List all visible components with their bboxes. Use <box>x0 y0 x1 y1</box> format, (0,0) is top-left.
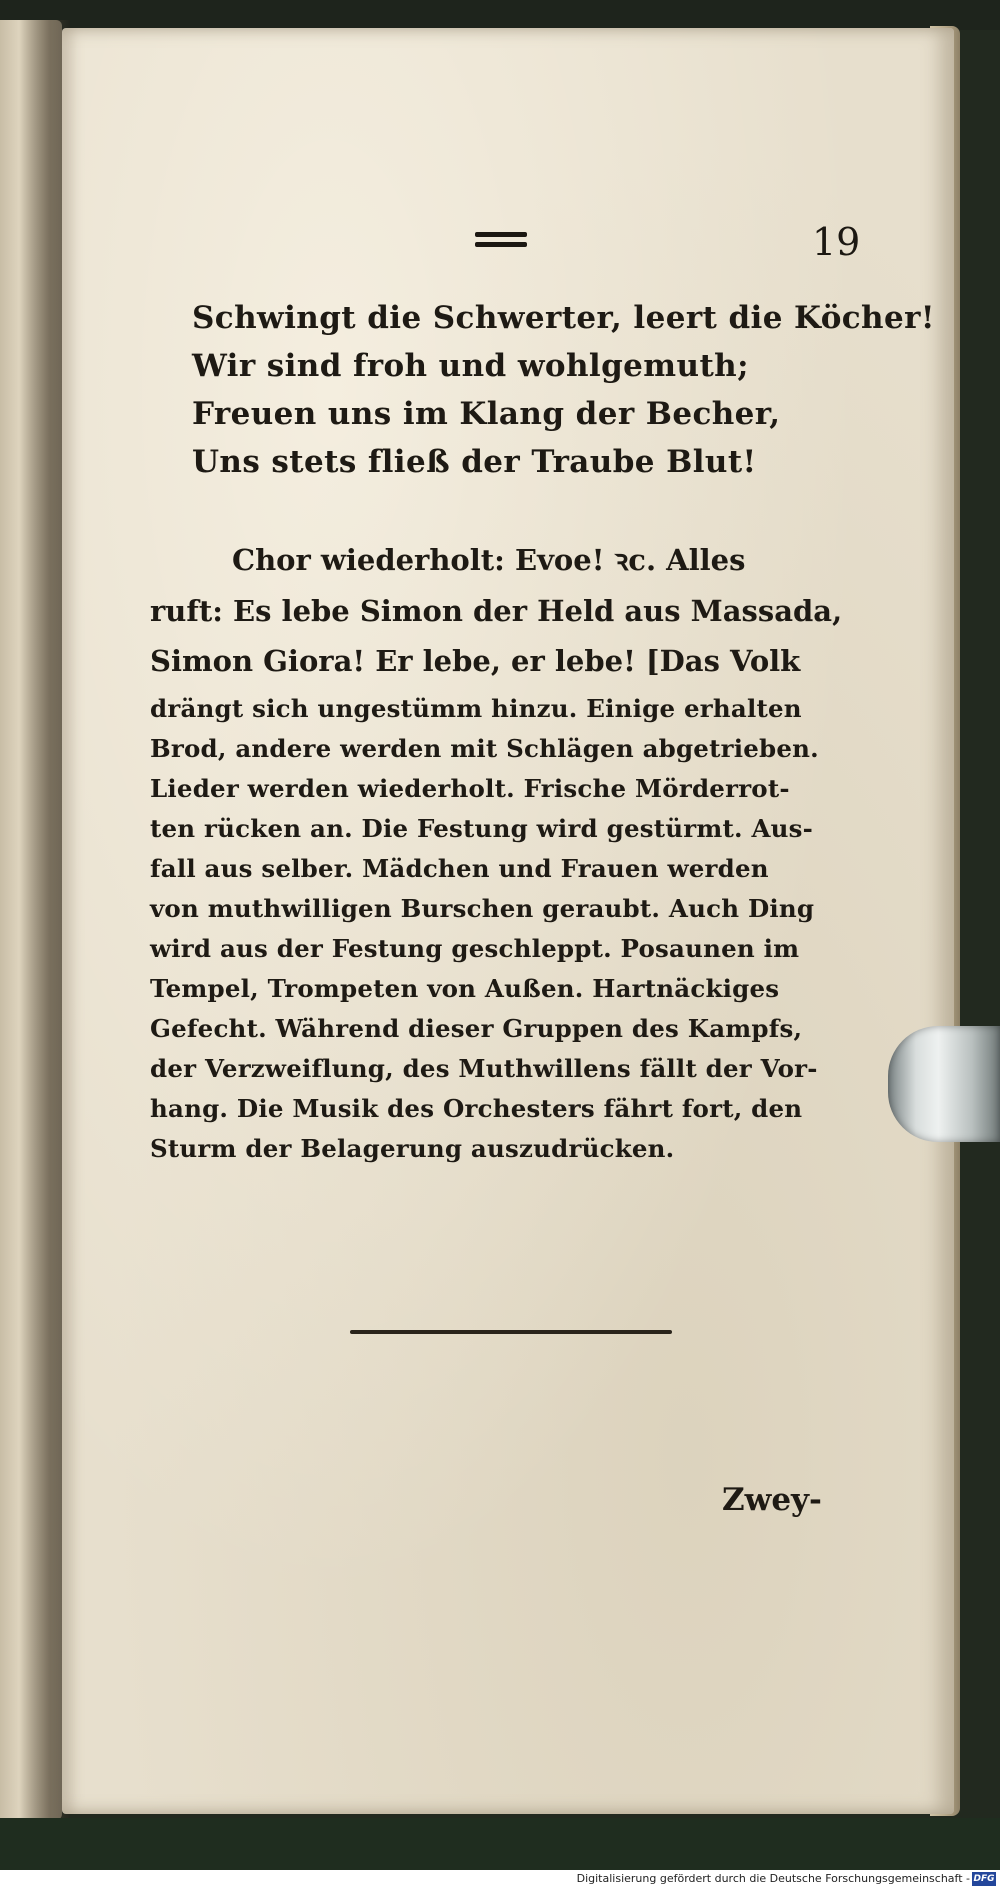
scan-background-top <box>0 0 1000 30</box>
prose-line: Brod, andere werden mit Schlägen abgetrieben. <box>150 734 819 763</box>
prose-line: Sturm der Belagerung auszudrücken. <box>150 1134 675 1163</box>
prose-line: fall aus selber. Mädchen und Frauen werden <box>150 854 769 883</box>
catchword: Zwey- <box>722 1482 822 1518</box>
prose-line: hang. Die Musik des Orchesters fährt fort, den <box>150 1094 803 1123</box>
verse-line: Uns stets fließ der Traube Blut! <box>192 444 757 480</box>
prose-line: Lieder werden wiederholt. Frische Mörderrot- <box>150 774 790 803</box>
prose-line: ten rücken an. Die Festung wird gestürmt. Aus- <box>150 814 814 843</box>
footer-credit: Digitalisierung gefördert durch die Deutsche Forschungsgemeinschaft - <box>576 1872 970 1885</box>
page-number: 19 <box>812 220 861 264</box>
verse-line: Wir sind froh und wohlgemuth; <box>192 348 749 384</box>
section-rule <box>350 1330 672 1334</box>
prose-line: der Verzweiflung, des Muthwillens fällt der Vor- <box>150 1054 818 1083</box>
prose-line: drängt sich ungestümm hinzu. Einige erhalten <box>150 694 802 723</box>
header-double-rule <box>475 232 527 252</box>
prose-line: Chor wiederholt: Evoe! ꝛc. Alles <box>232 543 746 577</box>
prose-line: Simon Giora! Er lebe, er lebe! [Das Volk <box>150 644 801 678</box>
prose-line: Gefecht. Während dieser Gruppen des Kampfs, <box>150 1014 803 1043</box>
prose-line: wird aus der Festung geschleppt. Posaunen im <box>150 934 800 963</box>
verse-line: Freuen uns im Klang der Becher, <box>192 396 781 432</box>
prose-line: ruft: Es lebe Simon der Held aus Massada, <box>150 594 843 628</box>
prose-line: Tempel, Trompeten von Außen. Hartnäckiges <box>150 974 780 1003</box>
dfg-logo: DFG <box>973 1874 995 1884</box>
prose-line: von muthwilligen Burschen geraubt. Auch Ding <box>150 894 815 923</box>
page-clip <box>888 1026 1000 1142</box>
verse-line: Schwingt die Schwerter, leert die Köcher! <box>192 300 935 336</box>
scan-background-bottom <box>0 1818 1000 1870</box>
